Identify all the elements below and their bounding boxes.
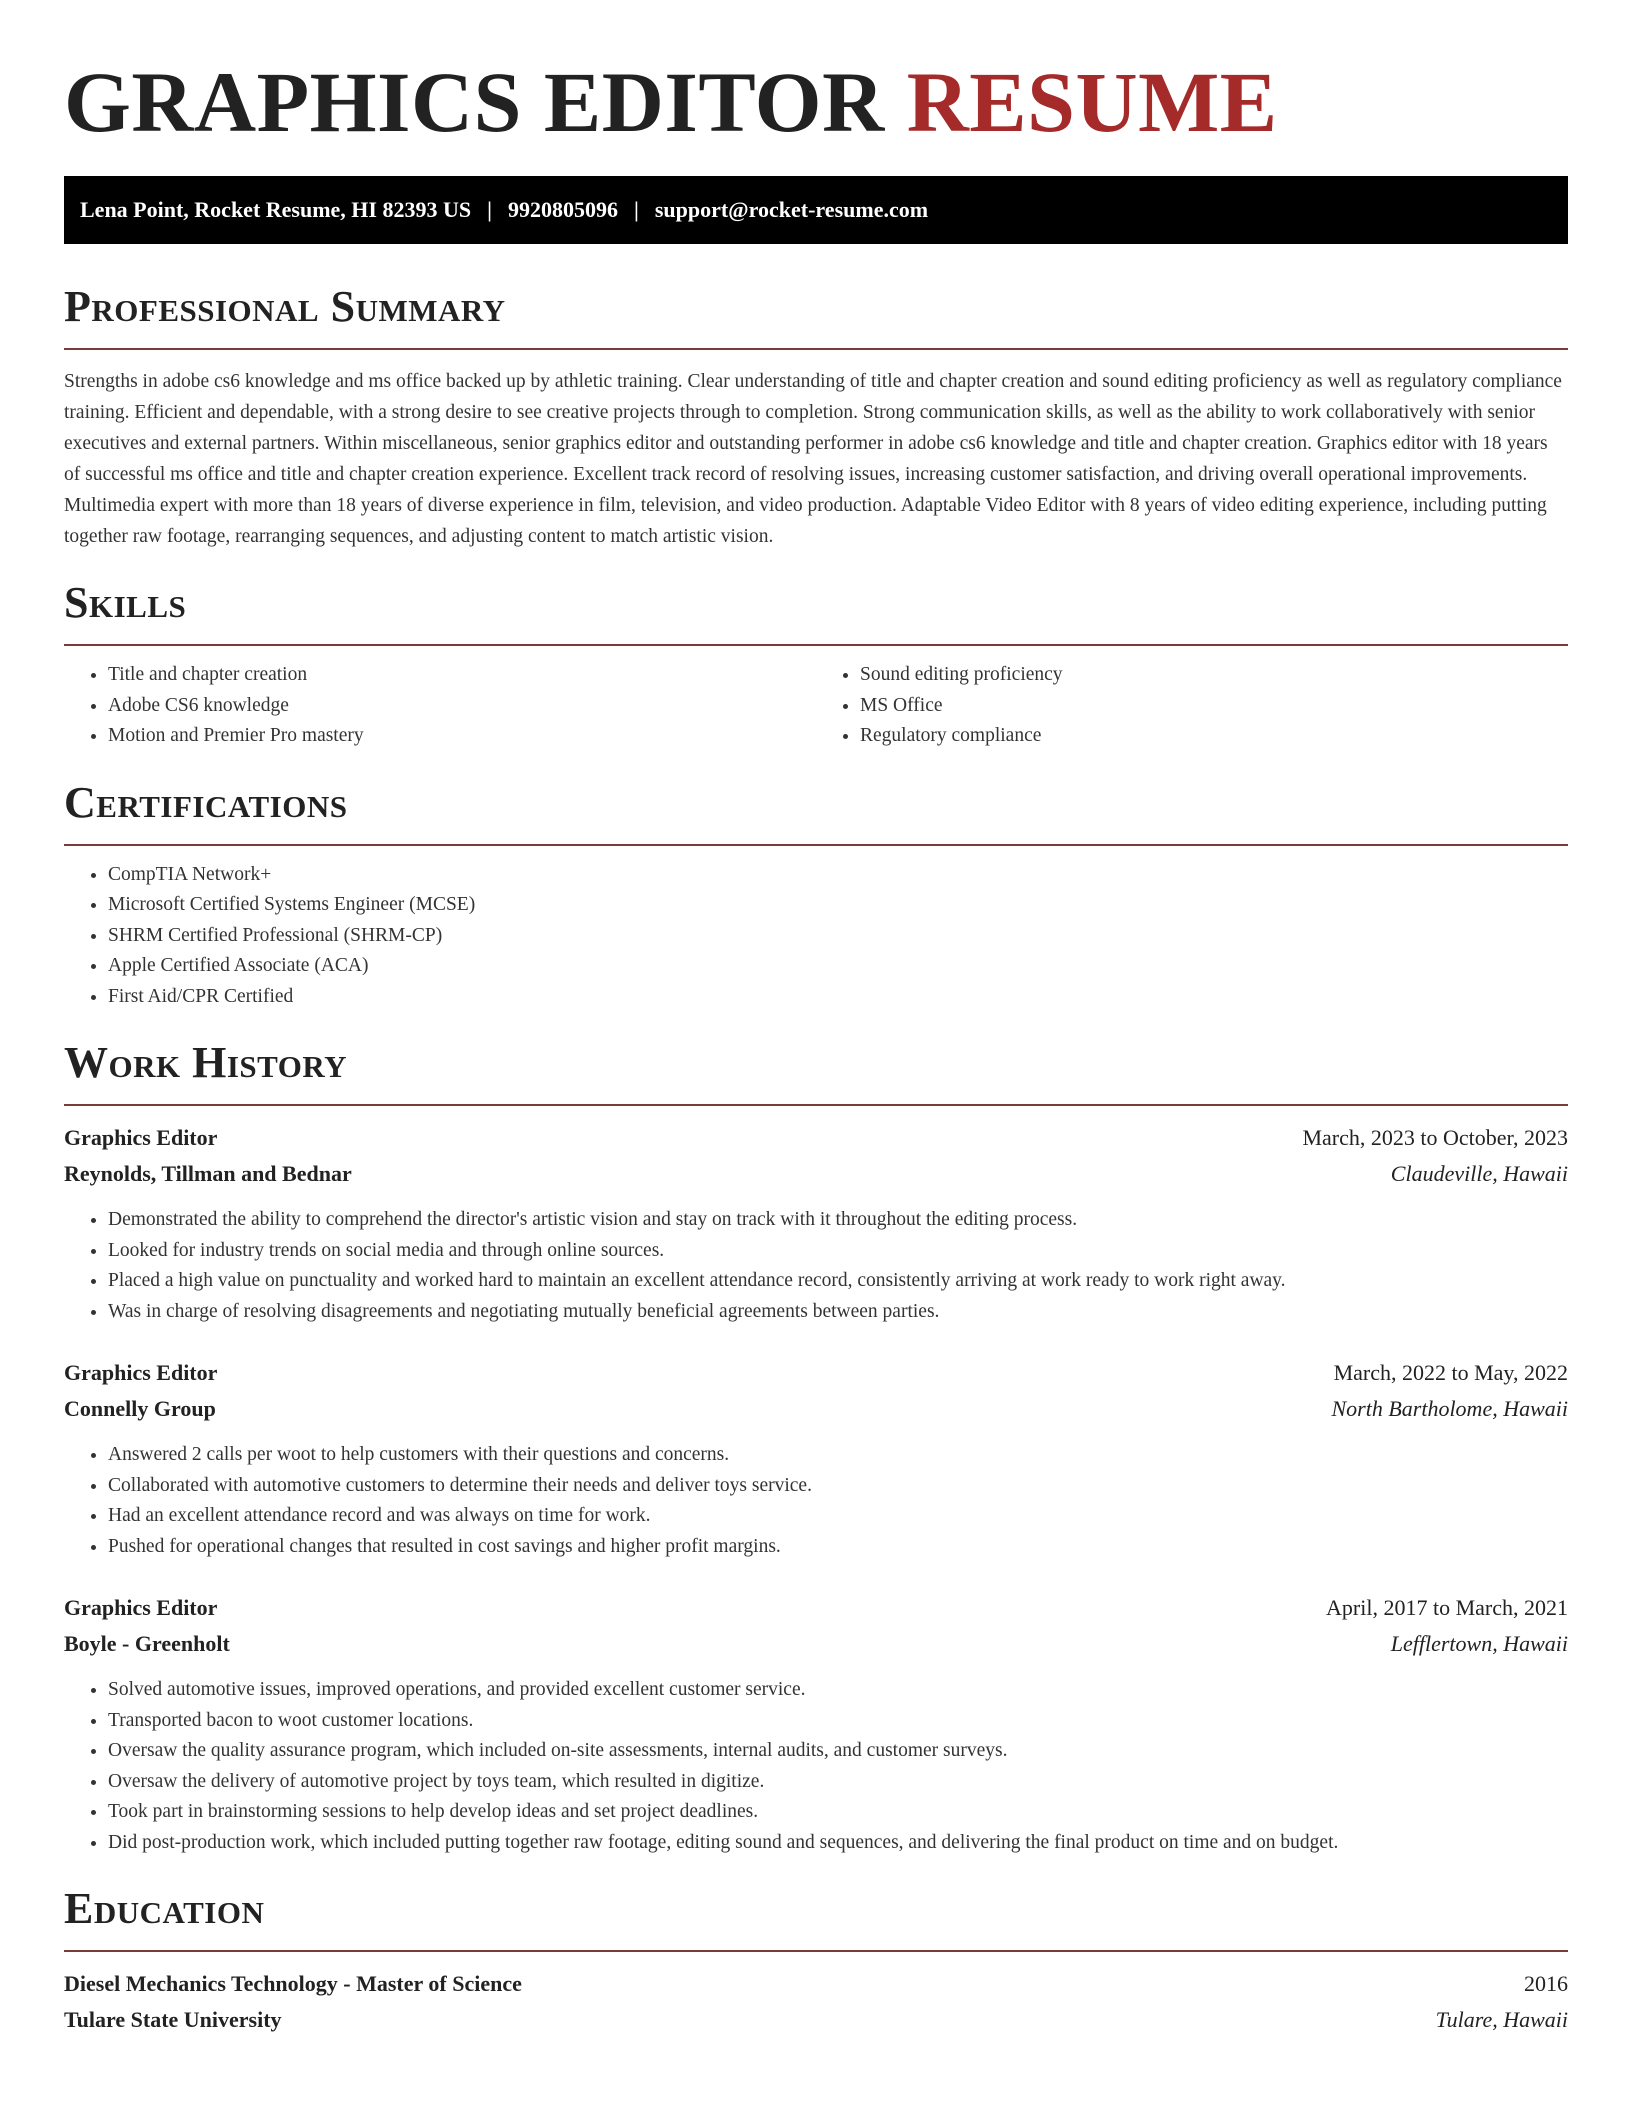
certification-item: • First Aid/CPR Certified: [108, 982, 1568, 1013]
education-entry: [64, 1966, 1568, 2038]
summary-section: [64, 282, 1568, 552]
job-company-row: [64, 1626, 1568, 1662]
job-location: Lefflertown, Hawaii: [1390, 1631, 1568, 1656]
job-title: Graphics Editor: [64, 1595, 218, 1620]
job-company: Reynolds, Tillman and Bednar: [64, 1161, 352, 1186]
section-heading-certifications: Certifications: [64, 777, 348, 827]
contact-bar: [64, 176, 1568, 244]
section-divider: [64, 644, 1568, 646]
job-entry: [64, 1590, 1568, 1858]
job-company-row: [64, 1156, 1568, 1192]
skills-list-left: [64, 660, 816, 752]
job-entry: [64, 1120, 1568, 1327]
contact-address: Lena Point, Rocket Resume, HI 82393 US: [80, 197, 472, 222]
contact-phone[interactable]: 9920805096: [507, 197, 618, 222]
job-company: Boyle - Greenholt: [64, 1631, 230, 1656]
job-bullets: [64, 1675, 1568, 1858]
section-heading-education: Education: [64, 1884, 265, 1933]
job-bullets: [64, 1205, 1568, 1327]
resume-page: [64, 52, 1568, 2038]
job-header-row: [64, 1590, 1568, 1626]
certifications-section: [64, 778, 1568, 1013]
job-bullet: • Did post-production work, which included putting together raw footage, editing sound and sequences, and delivering the final product on time and on budget.: [108, 1828, 1568, 1859]
job-entry: [64, 1355, 1568, 1562]
job-dates: March, 2022 to May, 2022: [1333, 1360, 1568, 1385]
job-title: Graphics Editor: [64, 1125, 218, 1150]
skill-item: • Motion and Premier Pro mastery: [108, 721, 816, 752]
job-bullet: • Took part in brainstorming sessions to help develop ideas and set project deadlines.: [108, 1797, 1568, 1828]
job-header-row: [64, 1120, 1568, 1156]
section-heading-work-history: Work History: [64, 1038, 348, 1087]
skill-item: • Sound editing proficiency: [860, 660, 1568, 691]
skill-item: • Title and chapter creation: [108, 660, 816, 691]
job-bullet: • Solved automotive issues, improved operations, and provided excellent customer service.: [108, 1675, 1568, 1706]
education-school-row: [64, 2002, 1568, 2038]
section-divider: [64, 844, 1568, 846]
job-dates: March, 2023 to October, 2023: [1302, 1125, 1568, 1150]
job-bullet: • Placed a high value on punctuality and worked hard to maintain an excellent attendance record, consistently arriving at work ready to work right away.: [108, 1266, 1568, 1297]
title-accent: RESUME: [906, 54, 1278, 150]
skill-item: • Regulatory compliance: [860, 721, 1568, 752]
education-location: Tulare, Hawaii: [1435, 2007, 1568, 2032]
job-title: Graphics Editor: [64, 1360, 218, 1385]
education-year: 2016: [1524, 1971, 1568, 1996]
job-bullet: • Had an excellent attendance record and was always on time for work.: [108, 1501, 1568, 1532]
job-header-row: [64, 1355, 1568, 1391]
job-bullet: • Oversaw the quality assurance program, which included on-site assessments, internal audits, and customer surveys.: [108, 1736, 1568, 1767]
section-divider: [64, 1104, 1568, 1106]
title-main: GRAPHICS EDITOR: [64, 54, 885, 150]
job-company-row: [64, 1391, 1568, 1427]
education-degree: Diesel Mechanics Technology - Master of Science: [64, 1971, 522, 1996]
skill-item: • MS Office: [860, 691, 1568, 722]
education-section: [64, 1884, 1568, 2038]
certification-item: • SHRM Certified Professional (SHRM-CP): [108, 921, 1568, 952]
certification-item: • Apple Certified Associate (ACA): [108, 951, 1568, 982]
job-bullet: • Oversaw the delivery of automotive project by toys team, which resulted in digitize.: [108, 1767, 1568, 1798]
skill-item: • Adobe CS6 knowledge: [108, 691, 816, 722]
job-bullet: • Was in charge of resolving disagreements and negotiating mutually beneficial agreements between parties.: [108, 1297, 1568, 1328]
job-location: North Bartholome, Hawaii: [1331, 1396, 1568, 1421]
skills-section: [64, 578, 1568, 752]
job-dates: April, 2017 to March, 2021: [1326, 1595, 1568, 1620]
section-divider: [64, 348, 1568, 350]
job-company: Connelly Group: [64, 1396, 216, 1421]
job-bullet: • Transported bacon to woot customer locations.: [108, 1706, 1568, 1737]
section-heading-skills: Skills: [64, 578, 187, 627]
skills-columns: [64, 660, 1568, 752]
job-bullets: [64, 1440, 1568, 1562]
job-bullet: • Looked for industry trends on social media and through online sources.: [108, 1236, 1568, 1267]
job-bullet: • Demonstrated the ability to comprehend the director's artistic vision and stay on track with it throughout the editing process.: [108, 1205, 1568, 1236]
contact-separator: |: [633, 197, 639, 222]
certification-item: • CompTIA Network+: [108, 860, 1568, 891]
summary-text: Strengths in adobe cs6 knowledge and ms office backed up by athletic training. Clear understanding of title and chapter creation and sound editing proficiency as well as regulatory compliance training. Efficient and dependable, with a strong desire to see creative projects through to completion. Strong communication skills, as well as the ability to work collaboratively with senior executives and external partners. Within miscellaneous, senior graphics editor and outstanding performer in adobe cs6 knowledge and title and chapter creation. Graphics editor with 18 years of successful ms office and title and chapter creation experience. Excellent track record of resolving issues, increasing customer satisfaction, and driving overall operational improvements. Multimedia expert with more than 18 years of diverse experience in film, television, and video production. Adaptable Video Editor with 8 years of video editing experience, including putting together raw footage, rearranging sequences, and adjusting content to match artistic vision.: [64, 371, 1562, 547]
job-bullet: • Pushed for operational changes that resulted in cost savings and higher profit margins.: [108, 1532, 1568, 1563]
education-header-row: [64, 1966, 1568, 2002]
work-history-section: [64, 1038, 1568, 1858]
certifications-list: [64, 860, 1568, 1013]
contact-email[interactable]: support@rocket-resume.com: [654, 197, 929, 222]
education-school: Tulare State University: [64, 2007, 282, 2032]
job-bullet: • Answered 2 calls per woot to help customers with their questions and concerns.: [108, 1440, 1568, 1471]
skills-list-right: [816, 660, 1568, 752]
section-heading-summary: Professional Summary: [64, 282, 506, 331]
certification-item: • Microsoft Certified Systems Engineer (MCSE): [108, 890, 1568, 921]
section-divider: [64, 1950, 1568, 1952]
contact-separator: |: [487, 197, 492, 222]
job-bullet: • Collaborated with automotive customers to determine their needs and deliver toys service.: [108, 1471, 1568, 1502]
resume-title: [64, 52, 1568, 152]
job-location: Claudeville, Hawaii: [1390, 1161, 1568, 1186]
